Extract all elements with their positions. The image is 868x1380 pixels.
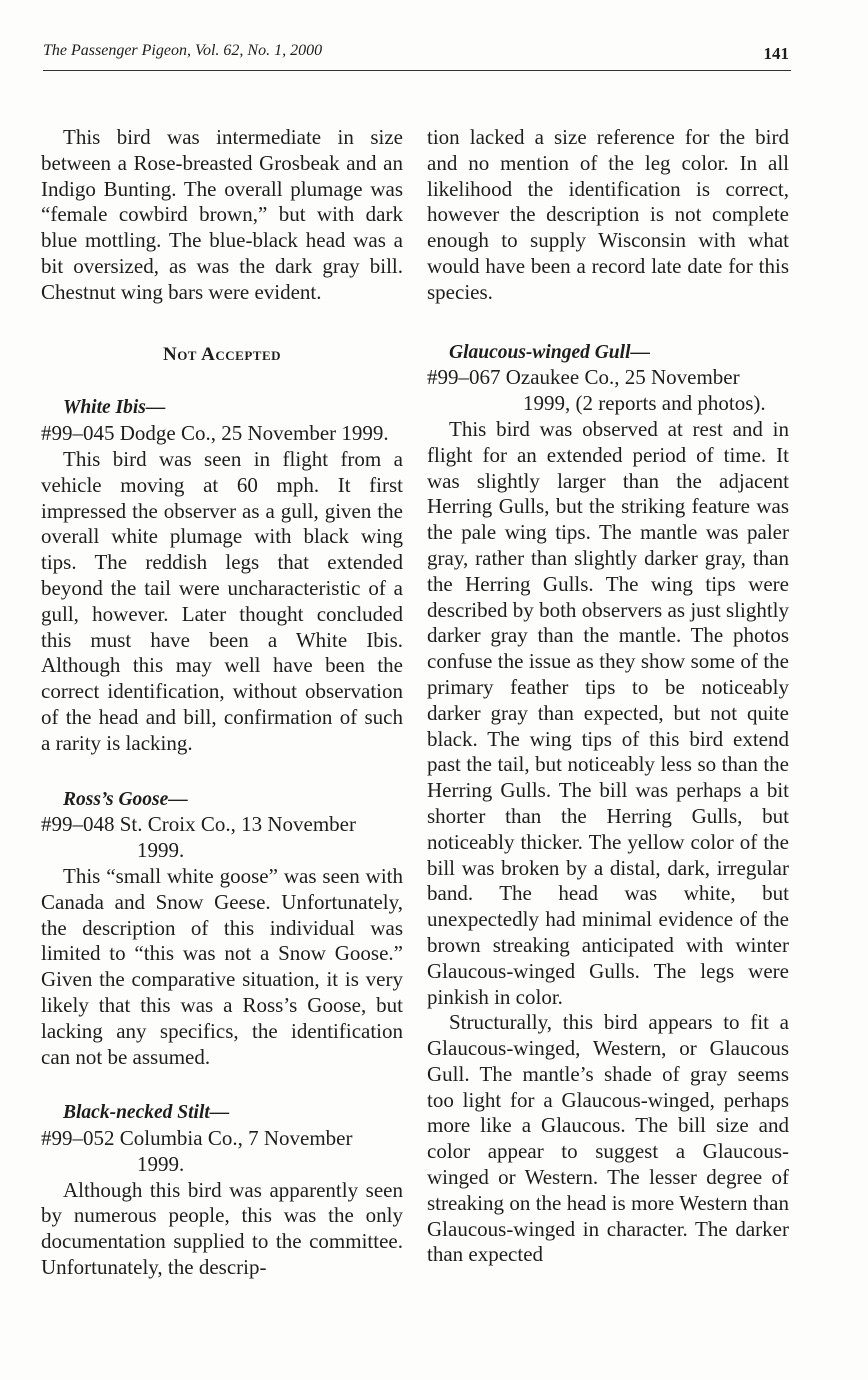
species-title: Black-necked Stilt— xyxy=(63,1102,230,1124)
entry-paragraph: This “small white goose” was seen with Canada and Snow Geese. Unfortunately, the description of this individual was limited to “this was not a Snow Goose.” Given the comparative situation, it is very likely that this was a Ross’s Goose, but lacking any specifics, the identification can not be assumed. xyxy=(41,863,403,1069)
record-line: #99–052 Columbia Co., 7 November 1999. xyxy=(41,1126,353,1176)
species-title: Ross’s Goose— xyxy=(63,788,188,810)
entry-black-necked-stilt xyxy=(41,1100,403,1281)
record-line: #99–067 Ozaukee Co., 25 November 1999, (2 reports and photos). xyxy=(427,365,766,416)
entry-paragraph: This bird was observed at rest and in flight for an extended period of time. It was slightly larger than the adjacent Herring Gulls, but the striking feature was the pale wing tips. The mantle was paler gray, rather than slightly darker gray, than the Herring Gulls. The wing tips were described by both observers as just slightly darker gray than the mantle. The photos confuse the issue as they show some of the primary feather tips to be noticeably darker gray than expected, but not quite black. The wing tips of this bird extend past the tail, but noticeably less so than the Herring Gulls. The bill was perhaps a bit shorter than the Herring Gulls, but noticeably thicker. The yellow color of the bill was broken by a distal, dark, irregular band. The head was white, but unexpectedly had minimal evidence of the brown streaking anticipated with winter Glaucous-winged Gulls. The legs were pinkish in color. xyxy=(427,416,789,1009)
species-title: Glaucous-winged Gull— xyxy=(449,341,650,363)
record-line: #99–048 St. Croix Co., 13 November 1999. xyxy=(41,812,356,863)
left-column xyxy=(41,125,403,1281)
journal-citation: The Passenger Pigeon, Vol. 62, No. 1, 2000 xyxy=(43,42,323,59)
section-heading: Not Accepted xyxy=(162,343,282,365)
species-title: White Ibis— xyxy=(63,397,166,419)
entry-paragraph-2: Structurally, this bird appears to fit a Glaucous-winged, Western, or Glaucous Gull. The mantle’s shade of gray seems too light for a Glaucous-winged, perhaps more like a Glaucous. The bill size and color appear to suggest a Glaucous-winged or Western. The lesser degree of streaking on the head is more Western than Glaucous-winged in character. The darker than expected xyxy=(427,1010,789,1267)
intro-paragraph: This bird was intermediate in size between a Rose-breasted Grosbeak and an Indigo Bunting. The overall plumage was “female cowbird brown,” but with dark blue mottling. The blue-black head was a bit oversized, as was the dark gray bill. Chestnut wing bars were evident. xyxy=(41,125,403,304)
entry-white-ibis xyxy=(41,395,403,756)
entry-ross-goose xyxy=(41,787,403,1071)
continuation-paragraph: tion lacked a size reference for the bird and no mention of the leg color. In all likelihood the identification is correct, however the description is not complete enough to supply Wisconsin with what would have been a record late date for this species. xyxy=(427,125,789,304)
entry-paragraph: This bird was seen in flight from a vehicle moving at 60 mph. It first impressed the observer as a gull, given the overall white plumage with black wing tips. The reddish legs that extended beyond the tail were uncharacteristic of a gull, however. Later thought concluded this must have been a White Ibis. Although this may well have been the correct identification, without observation of the head and bill, confirmation of such a rarity is lacking. xyxy=(41,446,403,755)
entry-glaucous-winged-gull xyxy=(427,340,789,1269)
running-header xyxy=(43,40,791,71)
page-number: 141 xyxy=(763,44,789,63)
record-line: #99–045 Dodge Co., 25 November 1999. xyxy=(41,421,389,446)
right-column xyxy=(427,125,789,1268)
entry-paragraph: Although this bird was apparently seen by numerous people, this was the only documentation supplied to the committee. Unfortunately, the descrip- xyxy=(41,1177,403,1280)
